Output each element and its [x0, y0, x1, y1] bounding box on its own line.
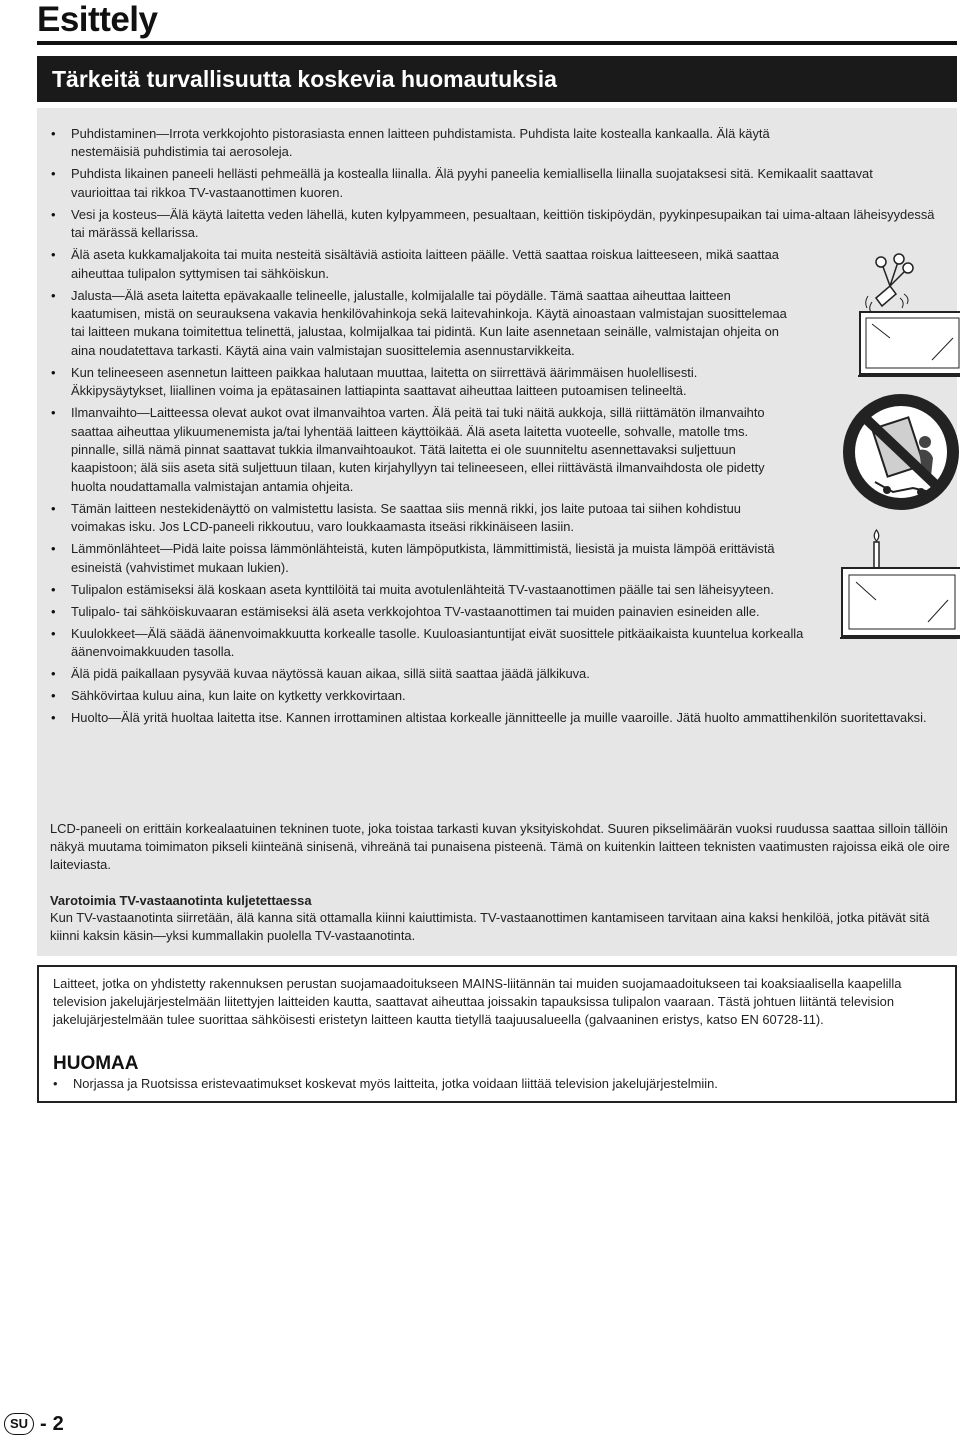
safety-item-moving: • Kun telineeseen asennetun laitteen paikkaa halutaan muuttaa, laitetta on siirrettävä äärimmäisen huolellisesti. Äkkipysäytykset, liiallinen voima ja epätasainen lattiapinta saattavat aiheuttaa laitteen putoamisen telineeltä.	[37, 364, 796, 401]
note-item-text: Norjassa ja Ruotsissa eristevaatimukset koskevat myös laitteita, jotka voidaan liittää television jakelujärjestelmiin.	[73, 1076, 718, 1091]
note-heading: HUOMAA	[53, 1053, 139, 1074]
safety-item-ventilation: • Ilmanvaihto—Laitteessa olevat aukot ovat ilmanvaihtoa varten. Älä peitä tai tuki näitä aukkoja, sillä riittämätön ilmanvaihto saattaa aiheuttaa ylikuumenemista ja/tai lyhentää laitteen käyttöikää. Älä aseta laitetta vuoteelle, sohvalle, matolle tms. pinnalle, sillä nämä pinnat saattavat tukkia ilmanvaihtoaukot. Tätä laitetta ei ole suunniteltu asennettavaksi suljettuun kaapistoon; älä siis aseta sitä suljettuun tilaan, kuten kirjahyllyyn tai telineeseen, ellei riittävästä ilmanvaihdosta ole pidetty huolta noudattamalla valmistajan antamia ohjeita.	[37, 404, 796, 496]
prohibition-icon	[835, 392, 960, 512]
safety-item-headphones: • Kuulokkeet—Älä säädä äänenvoimakkuutta korkealle tasolle. Kuuloasiantuntijat eivät suosittele pitkäaikaista kuuntelua korkealla äänenvoimakkuuden tasolla.	[37, 625, 911, 662]
safety-item-cleaning: • Puhdistaminen—Irrota verkkojohto pistorasiasta ennen laitteen puhdistamista. Puhdista laite kostealla kankaalla. Älä käytä nestemäisiä puhdistimia tai aerosoleja.	[37, 125, 841, 162]
page-footer	[4, 1409, 64, 1439]
safety-item-stand: • Jalusta—Älä aseta laitetta epävakaalle telineelle, jalustalle, kolmijalalle tai pöydälle. Tämä saattaa aiheuttaa laitteen kaatumisen, mistä on seurauksena vakavia henkilövahinkoja sekä laitevahinkoja. Käytä ainoastaan valmistajan suosittelemaa tai laitteen mukana toimitettua telinettä, jalustaa, kolmijalkaa tai pidintä. Kun laite asennetaan seinälle, valmistajan ohjeita on aina noudatettava tarkasti. Käytä aina vain valmistajan suosittelemia asennustarvikkeita.	[37, 287, 796, 361]
safety-item-power-cord: • Tulipalo- tai sähköiskuvaaran estämiseksi älä aseta verkkojohtoa TV-vastaanottimen tai muiden painavien esineiden alle.	[37, 603, 761, 621]
safety-item-power-consumption: • Sähkövirtaa kuluu aina, kun laite on kytketty verkkovirtaan.	[37, 687, 951, 705]
page-title: Esittely	[37, 0, 158, 39]
safety-item-service: • Huolto—Älä yritä huoltaa laitetta itse. Kannen irrottaminen altistaa korkealle jännitteelle ja muille vaaroille. Jätä huolto ammattihenkilön suoritettavaksi.	[37, 709, 951, 727]
grounding-notice	[37, 965, 957, 1103]
safety-item-candles: • Tulipalon estämiseksi älä koskaan aseta kynttilöitä tai muita avotulenlähteitä TV-vastaanottimen päälle tai sen läheisyyteen.	[37, 581, 806, 599]
transport-body: Kun TV-vastaanotinta siirretään, älä kanna sitä ottamalla kiinni kaiuttimista. TV-vastaanottimen kantamiseen tarvitaan aina kaksi henkilöä, jotka pitävät sitä kiinni kaksin käsin—yksi kummallakin puolella TV-vastaanotinta.	[50, 910, 930, 944]
lcd-panel-note: LCD-paneeli on erittäin korkealaatuinen tekninen tuote, joka toistaa tarkasti kuvan yksityiskohdat. Suuren pikselimäärän vuoksi ruudussa saattaa silloin tällöin näkyä muutama toimimaton pikseli kiinteänä sinisenä, vihreänä tai punaisena pisteenä. Tämä on kuitenkin laitteen teknisten vaatimusten rajoissa eikä ole oire laiteviasta.	[50, 821, 950, 873]
safety-list	[37, 125, 935, 731]
page-separator: -	[40, 1412, 47, 1435]
safety-item-still-image: • Älä pidä paikallaan pysyvää kuvaa näytössä kauan aikaa, sillä siitä saattaa jäädä jälkikuva.	[37, 665, 951, 683]
safety-item-glass: • Tämän laitteen nestekidenäyttö on valmistettu lasista. Se saattaa siis mennä rikki, jos laite putoaa tai siihen kohdistuu voimakas isku. Jos LCD-paneeli rikkoutuu, varo loukkaamasta itseäsi rikkinäiseen lasiin.	[37, 500, 776, 537]
section-heading: Tärkeitä turvallisuutta koskevia huomautuksia	[37, 56, 957, 102]
safety-notes-panel	[37, 108, 957, 956]
safety-item-water: • Vesi ja kosteus—Älä käytä laitetta veden lähellä, kuten kylpyammeen, pesualtaan, keittiön tiskipöydän, pyykinpesupaikan tai uima-altaan läheisyydessä tai märässä kellarissa.	[37, 206, 951, 243]
tv-vase-icon	[810, 250, 960, 382]
note-item	[53, 1075, 718, 1093]
safety-item-vase: • Älä aseta kukkamaljakoita tai muita nesteitä sisältäviä astioita laitteen päälle. Vettä saattaa roiskua laitteeseen, mikä saattaa aiheuttaa tulipalon syttymisen tai sähköiskun.	[37, 246, 791, 283]
safety-item-heat: • Lämmönlähteet—Pidä laite poissa lämmönlähteistä, kuten lämpöputkista, lämmittimistä, liesistä ja muista lämpöä erittävistä esineistä (vahvistimet mukaan lukien).	[37, 540, 776, 577]
grounding-text: Laitteet, jotka on yhdistetty rakennuksen perustan suojamaadoitukseen MAINS-liitännän tai muiden suojamaadoitukseen tai koaksiaalisella kaapelilla television jakelujärjestelmään liitettyjen laitteiden kautta, saattavat aiheuttaa joissakin tapauksissa tulipalon vaaraan. Tästä johtuen liitäntä television jakelujärjestelmään tulee suorittaa sähköisesti eristetyn laitteen kautta tietyllä taajuusalueella (galvaaninen eristys, katso EN 60728-11).	[53, 976, 902, 1028]
language-badge: SU	[4, 1413, 34, 1435]
transport-heading: Varotoimia TV-vastaanotinta kuljetettaessa	[50, 893, 312, 908]
tv-candle-icon	[832, 528, 960, 642]
title-rule	[37, 41, 957, 45]
page-number: 2	[52, 1412, 64, 1435]
safety-item-panel-cleaning: • Puhdista likainen paneeli hellästi pehmeällä ja kostealla liinalla. Älä pyyhi paneelia kemiallisella liinalla suojataksesi sitä. Kemikaalit saattavat vaurioittaa tai rikkoa TV-vastaanottimen kuoren.	[37, 165, 921, 202]
note-bullet: •	[53, 1076, 58, 1091]
